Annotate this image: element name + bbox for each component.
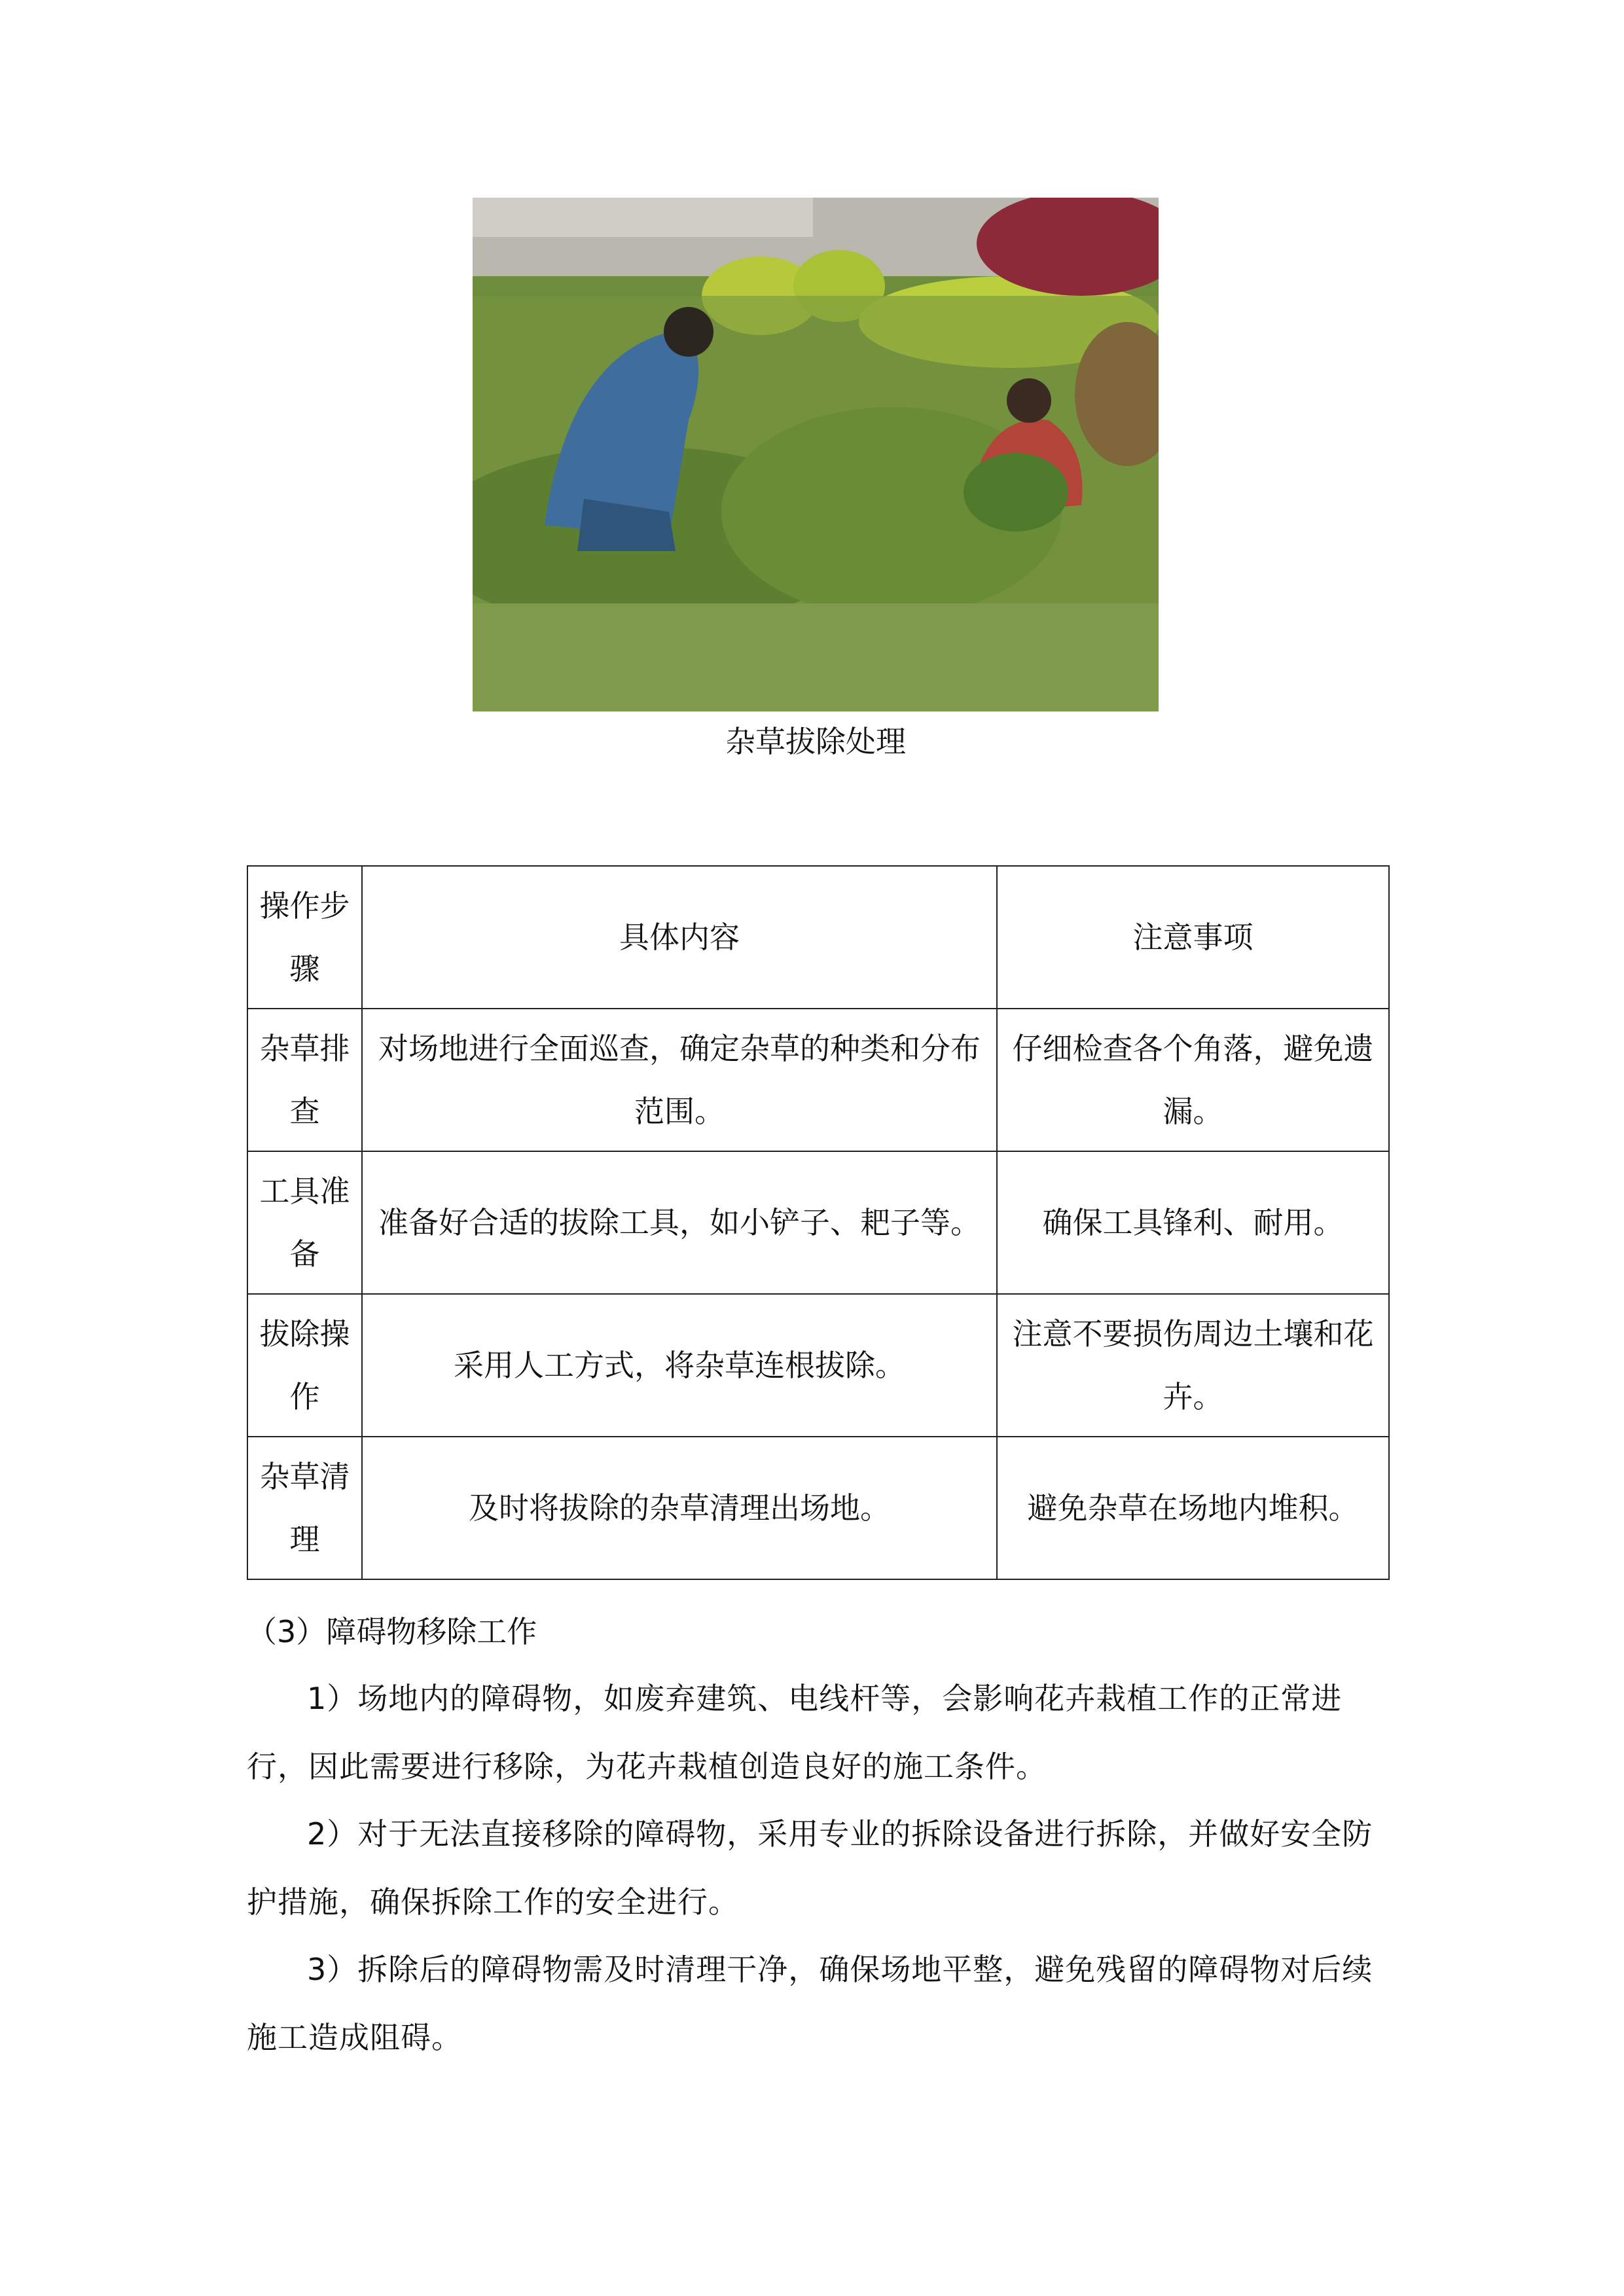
paragraph: 1）场地内的障碍物，如废弃建筑、电线杆等，会影响花卉栽植工作的正常进行，因此需要进行移除，为花卉栽植创造良好的施工条件。	[247, 1681, 1343, 1784]
table-header-cell: 操作步骤	[247, 866, 362, 1009]
operation-steps-table	[247, 865, 1390, 1580]
table-cell: 及时将拔除的杂草清理出场地。	[362, 1437, 997, 1579]
table-row	[247, 1437, 1389, 1579]
figure-caption: 杂草拔除处理	[725, 724, 906, 759]
table-cell: 避免杂草在场地内堆积。	[997, 1437, 1389, 1579]
table-row	[247, 1294, 1389, 1437]
table-row	[247, 1009, 1389, 1151]
table-row	[247, 1151, 1389, 1294]
table-header-row	[247, 866, 1389, 1009]
table-cell: 注意不要损伤周边土壤和花卉。	[997, 1294, 1389, 1437]
table-cell: 确保工具锋利、耐用。	[997, 1151, 1389, 1294]
table-cell: 对场地进行全面巡查，确定杂草的种类和分布范围。	[362, 1009, 997, 1151]
table-cell: 工具准备	[247, 1151, 362, 1294]
weeding-photo	[473, 198, 1159, 711]
table-header-cell: 注意事项	[997, 866, 1389, 1009]
table-cell: 拔除操作	[247, 1294, 362, 1437]
paragraph: 2）对于无法直接移除的障碍物，采用专业的拆除设备进行拆除，并做好安全防护措施，确保拆除工作的安全进行。	[247, 1816, 1373, 1920]
table-cell: 准备好合适的拔除工具，如小铲子、耙子等。	[362, 1151, 997, 1294]
table-cell: 仔细检查各个角落，避免遗漏。	[997, 1009, 1389, 1151]
table-cell: 杂草排查	[247, 1009, 362, 1151]
table-header-cell: 具体内容	[362, 866, 997, 1009]
table-cell: 采用人工方式，将杂草连根拔除。	[362, 1294, 997, 1437]
section-heading: （3）障碍物移除工作	[247, 1614, 537, 1649]
table-cell: 杂草清理	[247, 1437, 362, 1579]
paragraph: 3）拆除后的障碍物需及时清理干净，确保场地平整，避免残留的障碍物对后续施工造成阻碍。	[247, 1952, 1373, 2055]
